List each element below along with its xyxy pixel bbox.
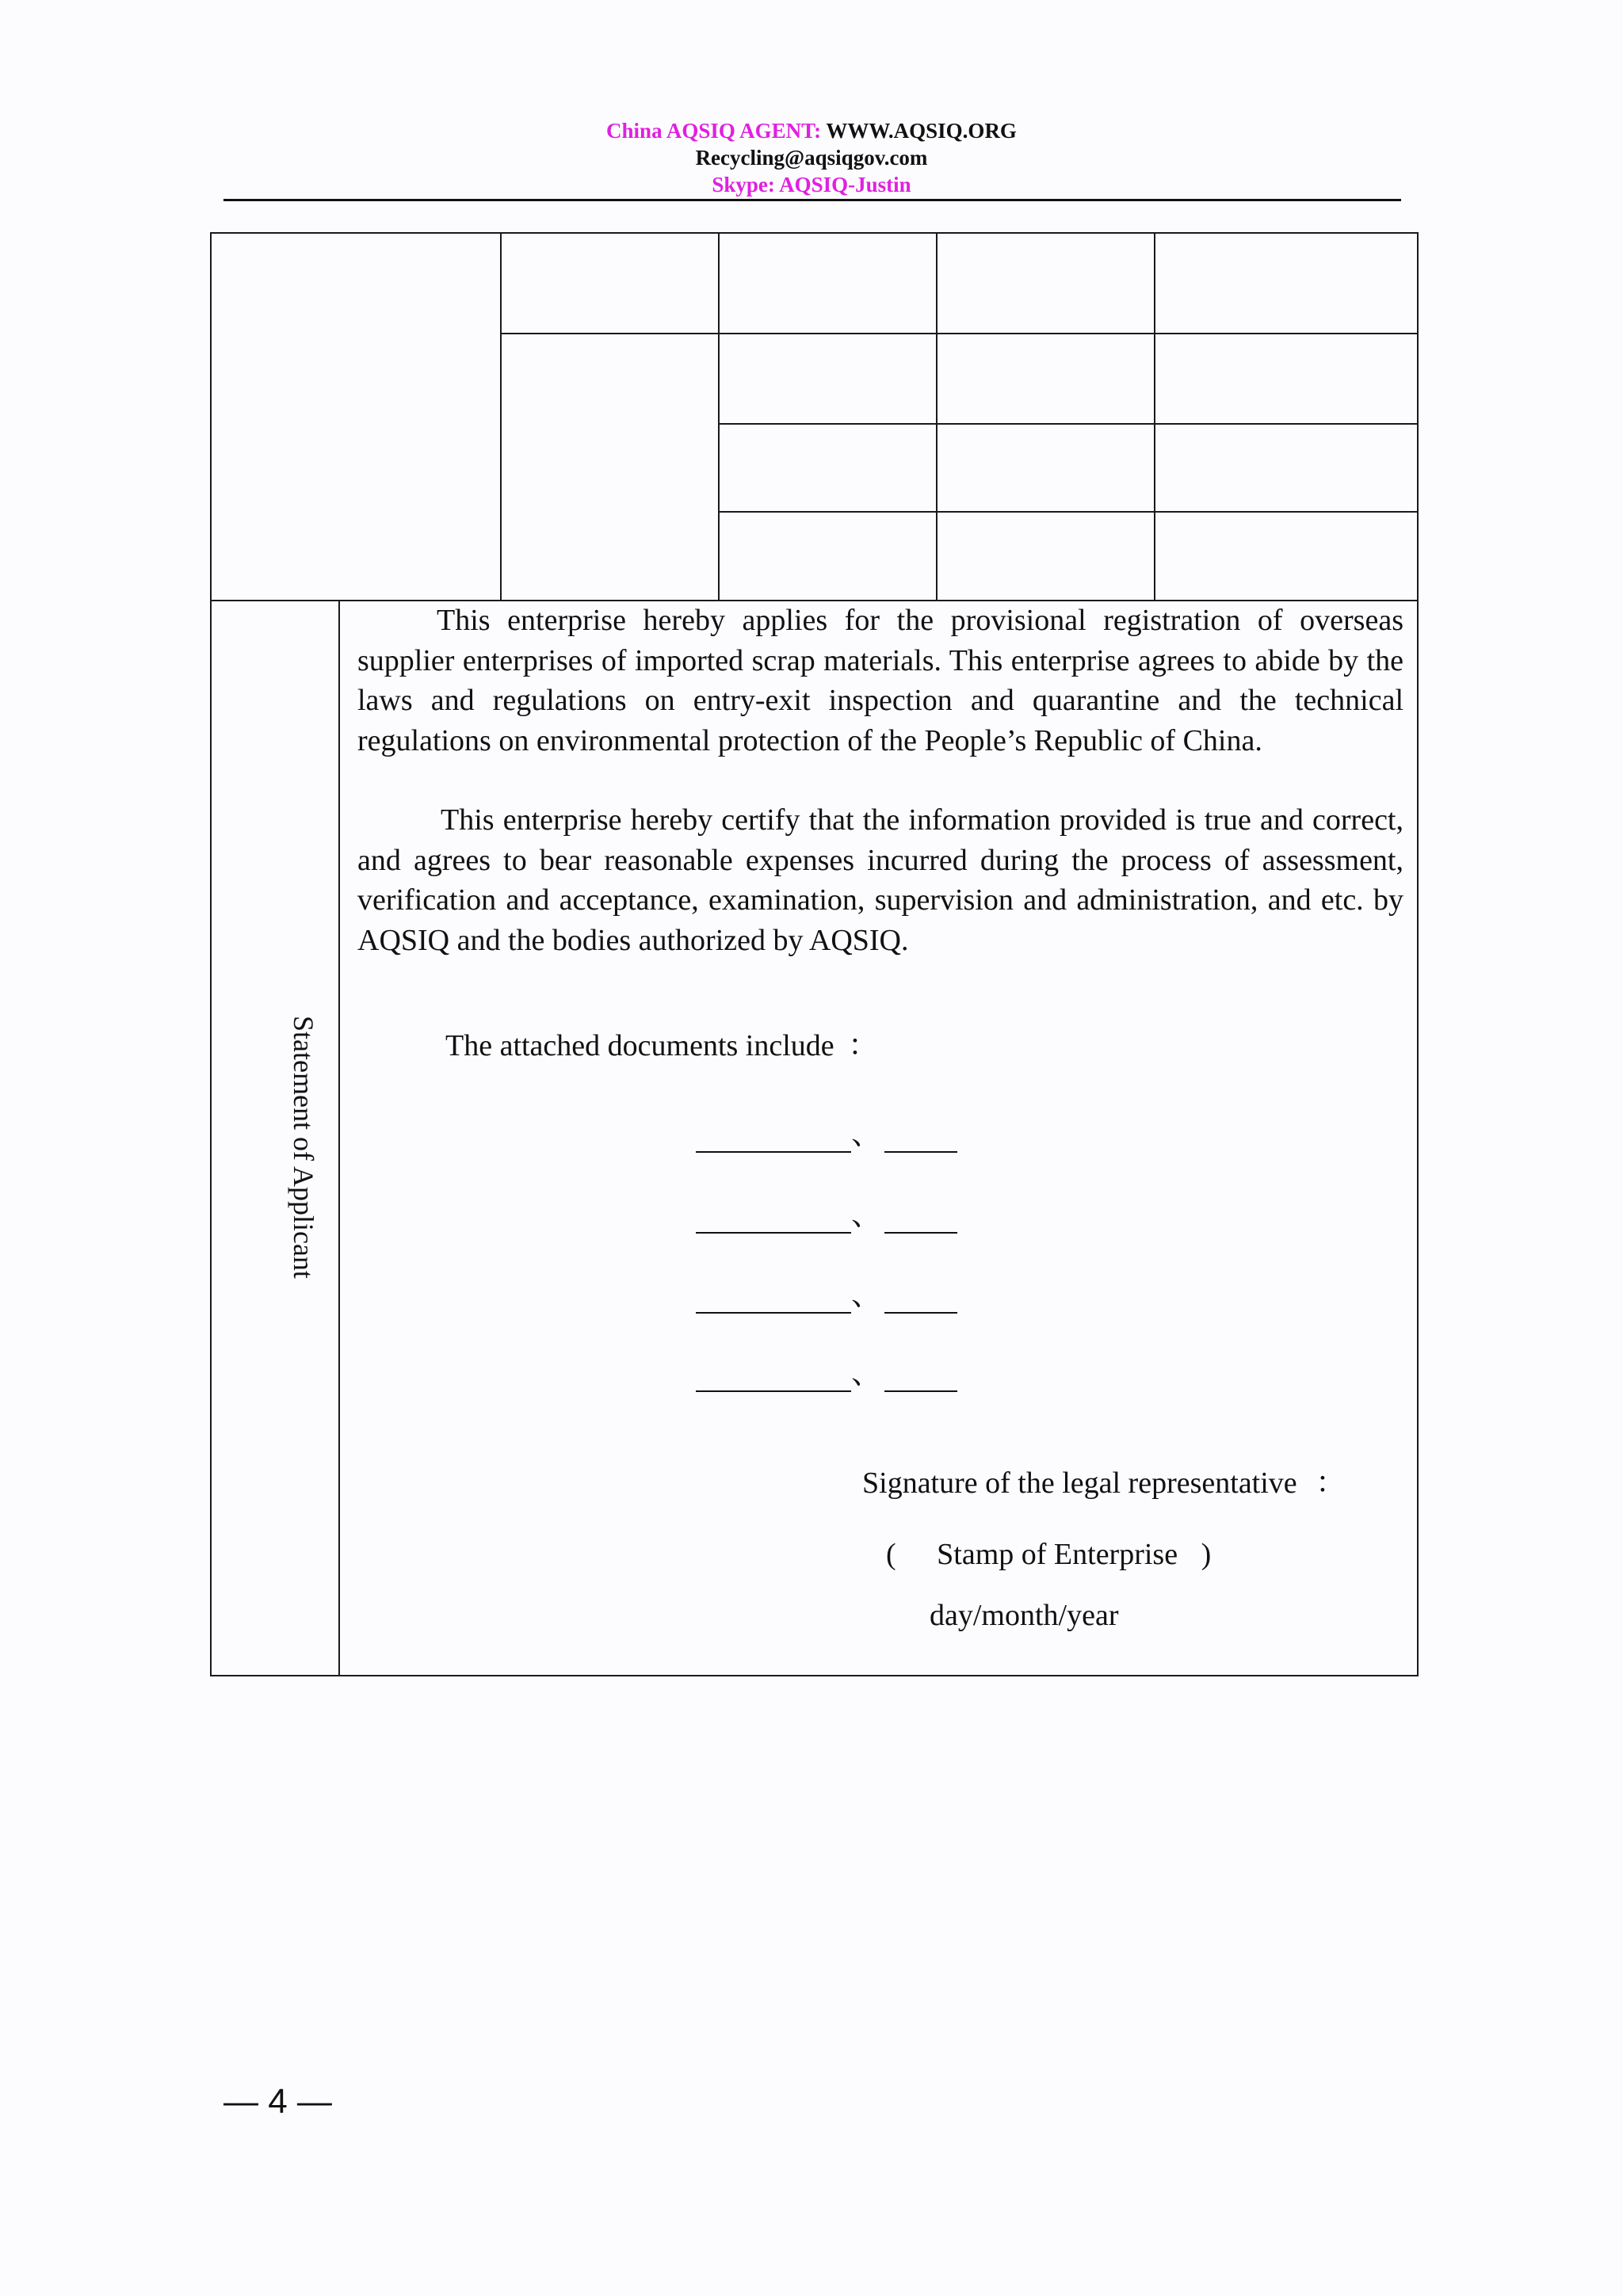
attachment-blank-line [884, 1360, 957, 1392]
table-border-left [210, 232, 212, 1676]
attached-documents-label [445, 1020, 878, 1064]
attachment-blank-row[interactable] [696, 1270, 957, 1314]
signature-line [862, 1458, 1346, 1501]
signature-colon: ： [1316, 1466, 1346, 1500]
signature-label: Signature of the legal representative [862, 1466, 1297, 1500]
attachment-blank-line [696, 1360, 851, 1392]
attachment-blank-row[interactable] [696, 1348, 957, 1392]
attachment-blank-row[interactable] [696, 1190, 957, 1234]
stamp-close-paren: ) [1201, 1538, 1212, 1571]
header-divider [223, 199, 1401, 201]
table-border-top [210, 232, 1419, 234]
table-col-divider [500, 232, 502, 601]
table-row-divider [501, 333, 1419, 334]
stamp-line [886, 1537, 1211, 1572]
agent-label: China AQSIQ AGENT: [606, 119, 822, 143]
attachment-blank-line [884, 1202, 957, 1234]
attachment-blank-line [696, 1121, 851, 1153]
statement-paragraph-1: This enterprise hereby applies for the provisional registration of overseas supplier enterprises of imported scrap materials. This enterprise agrees to abide by the laws and regulations on entry-exit inspection and quarantine and the technical regulations on environmental protection of the People’s Republic of China. [357, 604, 1403, 757]
stamp-label: Stamp of Enterprise [937, 1538, 1178, 1571]
table-border-bottom [210, 1675, 1419, 1676]
table-row-divider [718, 511, 1419, 513]
statement-label: Statement of Applicant [288, 1016, 319, 1279]
table-border-right [1417, 232, 1419, 1676]
statement-paragraph-2: This enterprise hereby certify that the information provided is true and correct, and agrees to bear reasonable expenses incurred during the process of assessment, verification and acceptance, examination, supervision and administration, and etc. by AQSIQ and the bodies authorized by AQSIQ. [357, 803, 1403, 957]
table-col-divider [936, 232, 938, 601]
agent-skype: Skype: AQSIQ-Justin [712, 173, 911, 196]
table-col-divider [1154, 232, 1155, 601]
attachment-separator: 、 [851, 1118, 882, 1151]
attachment-separator: 、 [851, 1357, 882, 1390]
statement-label-divider [338, 600, 340, 1676]
table-col-divider [718, 232, 720, 601]
attachment-blank-line [696, 1202, 851, 1234]
agent-website: WWW.AQSIQ.ORG [826, 119, 1017, 143]
page-number: — 4 — [223, 2082, 332, 2121]
header-agent-line [0, 117, 1623, 144]
date-label: day/month/year [930, 1599, 1119, 1632]
attachment-blank-row[interactable] [696, 1109, 957, 1153]
attachment-blank-line [696, 1282, 851, 1314]
attachment-blank-line [884, 1121, 957, 1153]
attachment-separator: 、 [851, 1279, 882, 1312]
attachment-separator: 、 [851, 1199, 882, 1232]
agent-email: Recycling@aqsiqgov.com [695, 146, 928, 170]
attached-documents-colon: ： [848, 1029, 879, 1062]
stamp-open-paren: ( [886, 1538, 896, 1571]
attachment-blank-line [884, 1282, 957, 1314]
table-row-divider [718, 423, 1419, 425]
attached-documents-text: The attached documents include [445, 1029, 834, 1062]
